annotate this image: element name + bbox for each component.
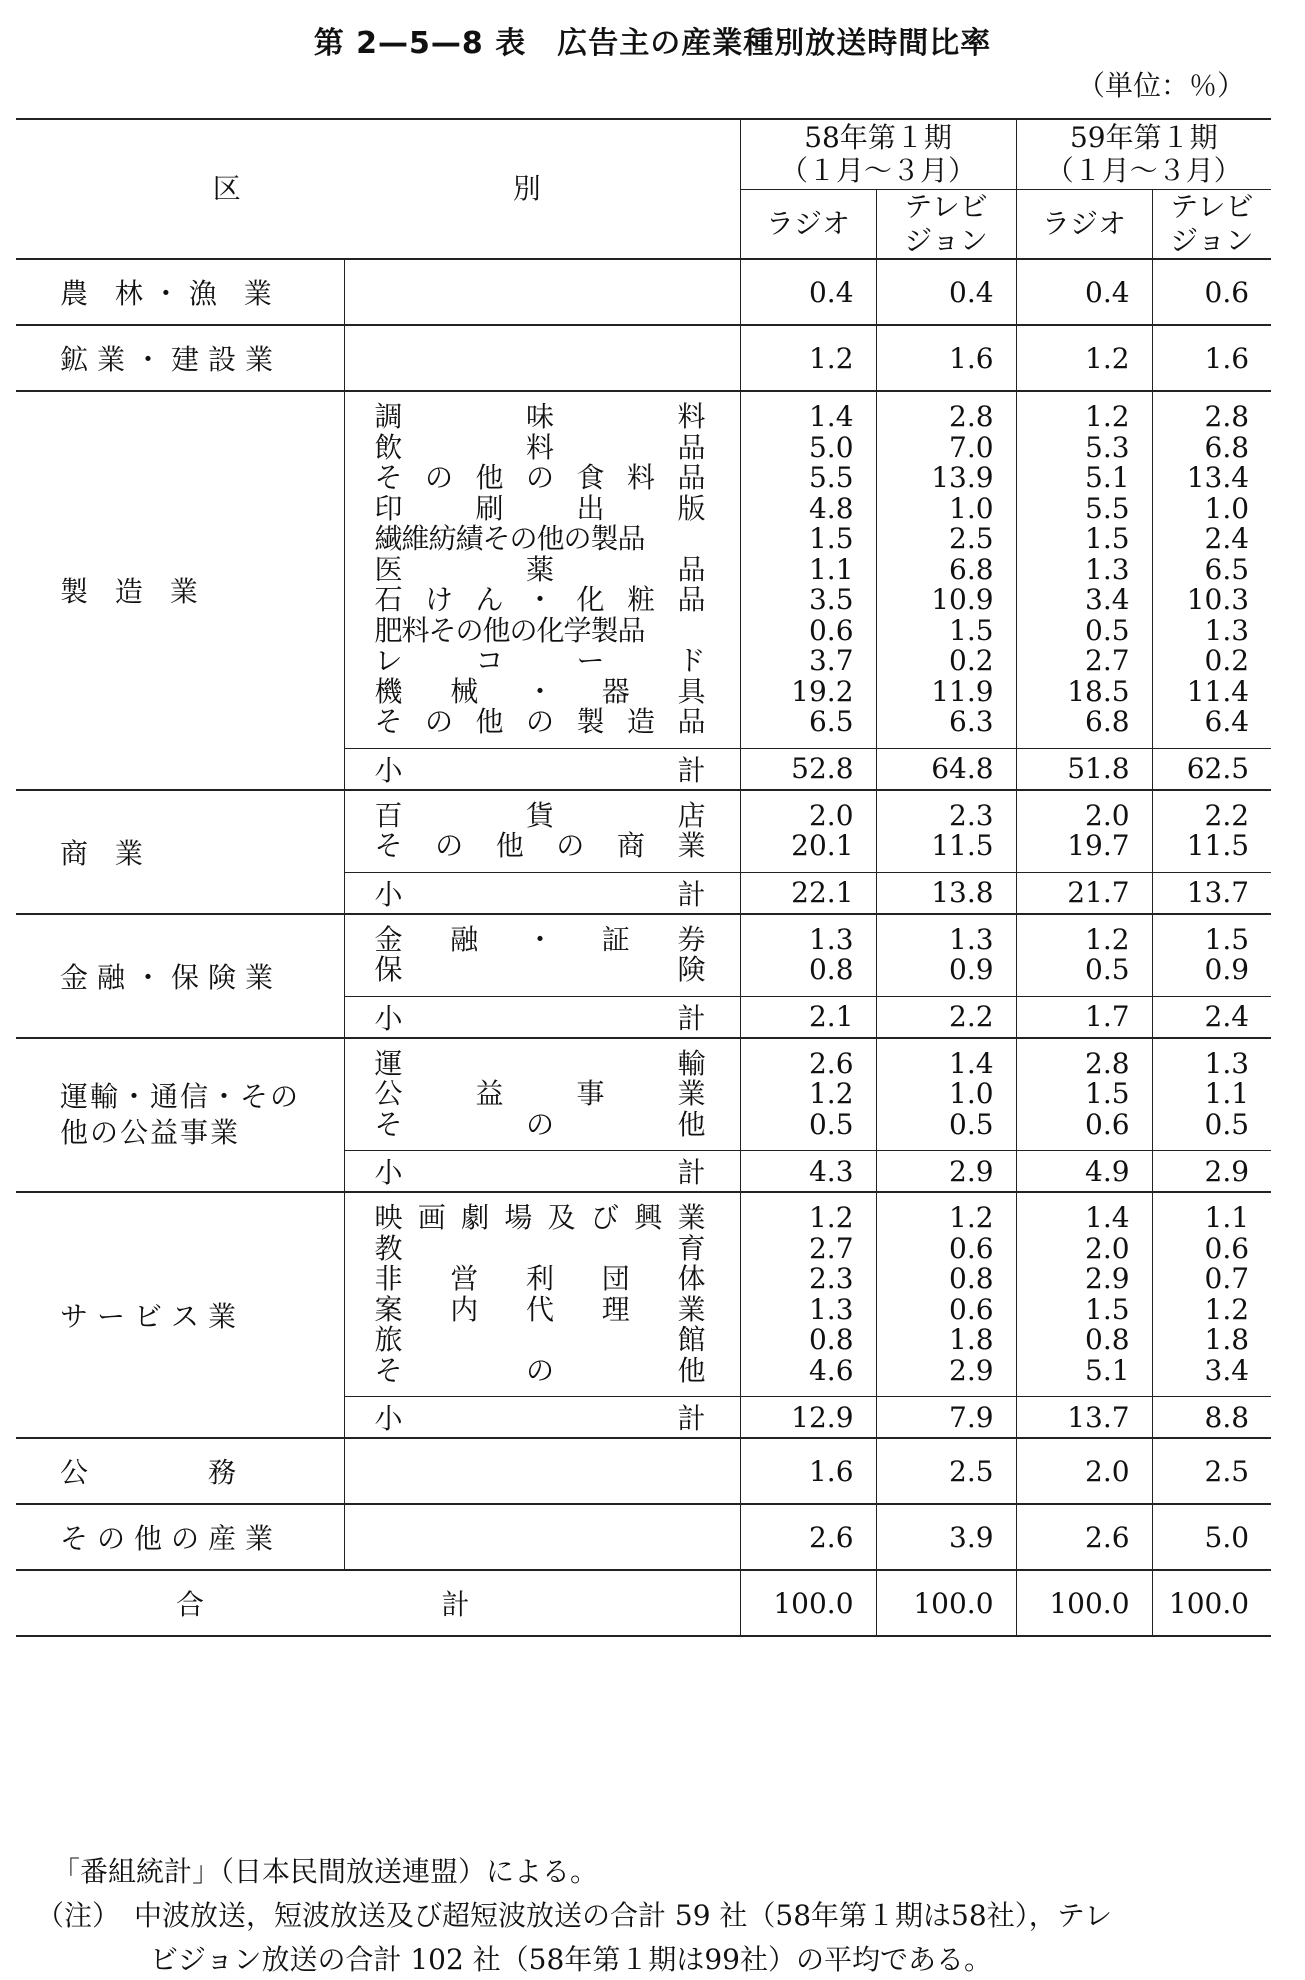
- value-cell: 5.3: [1085, 430, 1130, 464]
- value-cell: 1.2: [740, 325, 876, 391]
- value-cell: 1.3: [1085, 552, 1130, 586]
- value-cell: 5.5: [1085, 491, 1130, 525]
- subtotal-value: 2.4: [1152, 996, 1271, 1038]
- subitem-label: 公 益 事 業: [374, 1077, 706, 1110]
- value-column: [1152, 1192, 1271, 1397]
- subtotal-value: 7.9: [876, 1397, 1016, 1439]
- value-column: [740, 1192, 876, 1397]
- value-cell: 1.2: [1016, 325, 1152, 391]
- value-cell: 13.4: [1186, 461, 1250, 494]
- header-category: 区 別: [212, 172, 543, 205]
- value-cell: 6.8: [1204, 430, 1250, 464]
- value-cell: 0.4: [876, 259, 1016, 325]
- value-cell: 0.5: [1204, 1107, 1250, 1141]
- value-cell: 1.2: [1204, 1292, 1250, 1326]
- table-row: [16, 1438, 1271, 1504]
- value-cell: 0.6: [808, 613, 854, 647]
- empty-cell: [344, 325, 740, 391]
- value-cell: 5.0: [1152, 1504, 1271, 1570]
- subitem-label: レ コ ー ド: [374, 644, 706, 677]
- subtotal-label: [344, 1151, 740, 1193]
- value-cell: 1.6: [740, 1438, 876, 1504]
- value-cell: 1.2: [808, 1077, 854, 1110]
- value-cell: 1.2: [1085, 922, 1130, 956]
- unit-label: （単位：％）: [1076, 69, 1245, 102]
- subtotal-value: 12.9: [740, 1397, 876, 1439]
- total-right: 計: [441, 1588, 470, 1621]
- total-value: 100.0: [1152, 1570, 1271, 1636]
- value-cell: 1.2: [949, 1201, 994, 1234]
- subtotal-value: 64.8: [876, 748, 1016, 790]
- value-cell: 1.4: [808, 400, 854, 433]
- subitem-label: 飲 料 品: [374, 430, 706, 464]
- subtotal-value: 62.5: [1152, 748, 1271, 790]
- value-column: [740, 391, 876, 748]
- empty-cell: [344, 1438, 740, 1504]
- value-cell: 11.4: [1186, 674, 1250, 708]
- subtotal-label: [344, 996, 740, 1038]
- value-cell: 2.8: [1085, 1046, 1130, 1080]
- value-cell: 18.5: [1067, 674, 1130, 708]
- value-cell: 13.9: [931, 461, 994, 494]
- value-column: [1016, 391, 1152, 748]
- total-label: [16, 1570, 740, 1636]
- value-column: [876, 1038, 1016, 1151]
- value-cell: 3.9: [876, 1504, 1016, 1570]
- value-cell: 0.8: [808, 1323, 854, 1356]
- subitem-label: 調 味 料: [374, 400, 706, 433]
- table-row: [16, 259, 1271, 325]
- value-cell: 0.2: [1204, 644, 1250, 677]
- category-label: 農 林・漁 業: [60, 277, 281, 310]
- category-label: サービス業: [60, 1300, 246, 1333]
- subtotal-value: 1.7: [1016, 996, 1152, 1038]
- subtotal-value: 13.7: [1152, 872, 1271, 914]
- value-cell: 1.6: [1152, 325, 1271, 391]
- total-value: 100.0: [876, 1570, 1016, 1636]
- value-cell: 6.8: [949, 552, 994, 586]
- subitem-label: 医 薬 品: [374, 552, 706, 586]
- subitem-label: 肥料その他の化学製品: [374, 613, 645, 647]
- value-cell: 2.7: [1085, 644, 1130, 677]
- value-cell: 10.3: [1186, 583, 1250, 616]
- value-cell: 0.5: [1085, 613, 1130, 647]
- subtotal-left: 小: [374, 877, 403, 911]
- value-cell: 3.4: [1085, 583, 1130, 616]
- value-cell: 0.6: [1152, 259, 1271, 325]
- value-cell: 1.1: [808, 552, 854, 586]
- value-cell: 19.2: [791, 674, 854, 708]
- subitem-label: 石 け ん ・ 化 粧 品: [374, 583, 706, 616]
- empty-cell: [344, 1504, 740, 1570]
- value-cell: 7.0: [949, 430, 994, 464]
- value-column: [740, 914, 876, 997]
- value-cell: 1.5: [1085, 1292, 1130, 1326]
- value-cell: 1.0: [949, 491, 994, 525]
- value-cell: 0.6: [949, 1231, 994, 1265]
- footnote-line1: （注） 中波放送，短波放送及び超短波放送の合計 59 社（58年第１期は58社），テレ: [36, 1899, 1113, 1932]
- subtotal-value: 2.9: [876, 1151, 1016, 1193]
- value-cell: 0.5: [1085, 953, 1130, 986]
- value-cell: 0.6: [1204, 1231, 1250, 1265]
- subitem-label: 映 画 劇 場 及 び 興 業: [374, 1201, 706, 1234]
- value-cell: 1.3: [1204, 1046, 1250, 1080]
- value-cell: 4.6: [808, 1353, 854, 1387]
- value-cell: 1.4: [949, 1046, 994, 1080]
- subtotal-left: 小: [374, 1001, 403, 1035]
- value-cell: 0.5: [808, 1107, 854, 1141]
- header-radio-58: ラジオ: [740, 189, 876, 259]
- value-cell: 2.3: [808, 1262, 854, 1295]
- header-tv-58: テレビ ジョン: [876, 189, 1016, 259]
- header-radio-59: ラジオ: [1016, 189, 1152, 259]
- table-row: [16, 1038, 1271, 1151]
- table-row: [16, 325, 1271, 391]
- subitem-label: そ の 他: [374, 1107, 706, 1141]
- subtotal-right: 計: [677, 1402, 706, 1435]
- value-cell: 3.7: [808, 644, 854, 677]
- subtotal-label: [344, 872, 740, 914]
- value-cell: 4.8: [808, 491, 854, 525]
- source-note: 「番組統計」（日本民間放送連盟）による。: [52, 1855, 599, 1888]
- value-cell: 0.4: [1016, 259, 1152, 325]
- value-cell: 1.5: [1085, 1077, 1130, 1110]
- value-cell: 0.8: [1085, 1323, 1130, 1356]
- value-column: [1016, 1038, 1152, 1151]
- broadcast-ratio-table: [16, 118, 1271, 1637]
- subitem-label: 教 育: [374, 1231, 706, 1265]
- value-cell: 0.9: [949, 953, 994, 986]
- subtotal-left: 小: [374, 1402, 403, 1435]
- value-column: [876, 790, 1016, 873]
- subitem-label: 旅 館: [374, 1323, 706, 1356]
- value-cell: 2.6: [740, 1504, 876, 1570]
- value-cell: 0.2: [949, 644, 994, 677]
- header-period-59: 59年第１期 （１月～３月）: [1016, 119, 1271, 189]
- value-cell: 5.1: [1085, 461, 1130, 494]
- header-tv-59: テレビ ジョン: [1152, 189, 1271, 259]
- subitem-label: 運 輸: [374, 1046, 706, 1080]
- value-cell: 1.2: [1085, 400, 1130, 433]
- value-cell: 11.5: [931, 829, 994, 862]
- value-cell: 2.0: [808, 798, 854, 832]
- value-cell: 0.4: [740, 259, 876, 325]
- value-cell: 1.3: [949, 922, 994, 956]
- value-cell: 1.8: [1204, 1323, 1250, 1356]
- table-row: [16, 391, 1271, 748]
- total-left: 合: [176, 1588, 205, 1621]
- value-cell: 20.1: [791, 829, 854, 862]
- value-cell: 6.4: [1204, 705, 1250, 738]
- subtotal-right: 計: [677, 753, 706, 787]
- value-cell: 11.9: [931, 674, 994, 708]
- subitem-label: 保 険: [374, 953, 706, 986]
- value-cell: 1.3: [1204, 613, 1250, 647]
- value-cell: 0.6: [949, 1292, 994, 1326]
- subtotal-value: 52.8: [740, 748, 876, 790]
- value-column: [1016, 914, 1152, 997]
- subtotal-value: 2.1: [740, 996, 876, 1038]
- subtotal-right: 計: [677, 1156, 706, 1189]
- value-cell: 1.3: [808, 922, 854, 956]
- value-cell: 0.8: [808, 953, 854, 986]
- subtotal-value: 51.8: [1016, 748, 1152, 790]
- subitem-list: [344, 1192, 740, 1397]
- table-row: [16, 914, 1271, 997]
- subitem-label: 百 貨 店: [374, 798, 706, 832]
- table-row: [16, 1192, 1271, 1397]
- subtotal-left: 小: [374, 753, 403, 787]
- value-cell: 1.4: [1085, 1201, 1130, 1234]
- value-cell: 6.5: [808, 705, 854, 738]
- subitem-list: [344, 391, 740, 748]
- value-cell: 1.0: [1204, 491, 1250, 525]
- subitem-label: そ の 他 の 食 料 品: [374, 461, 706, 494]
- value-cell: 3.4: [1204, 1353, 1250, 1387]
- category-label: 製 造 業: [60, 575, 207, 609]
- subitem-label: 繊維紡績その他の製品: [374, 522, 645, 555]
- value-cell: 2.8: [1204, 400, 1250, 433]
- total-row: [16, 1570, 1271, 1636]
- subitem-label: 非 営 利 団 体: [374, 1262, 706, 1295]
- subitem-label: 金 融 ・ 証 券: [374, 922, 706, 956]
- value-column: [1152, 1038, 1271, 1151]
- table-row: [16, 790, 1271, 873]
- table-row: [16, 1504, 1271, 1570]
- value-cell: 5.0: [808, 430, 854, 464]
- value-cell: 0.8: [949, 1262, 994, 1295]
- value-column: [1152, 914, 1271, 997]
- subtotal-value: 22.1: [740, 872, 876, 914]
- header-period-58: 58年第１期 （１月～３月）: [740, 119, 1016, 189]
- value-cell: 2.0: [1085, 1231, 1130, 1265]
- value-cell: 1.6: [876, 325, 1016, 391]
- value-cell: 1.8: [949, 1323, 994, 1356]
- value-cell: 2.9: [949, 1353, 994, 1387]
- value-cell: 2.5: [1152, 1438, 1271, 1504]
- subitem-list: [344, 790, 740, 873]
- value-cell: 2.0: [1016, 1438, 1152, 1504]
- value-cell: 1.5: [1204, 922, 1250, 956]
- value-column: [1016, 1192, 1152, 1397]
- empty-cell: [344, 259, 740, 325]
- value-cell: 3.5: [808, 583, 854, 616]
- value-column: [876, 1192, 1016, 1397]
- subitem-label: そ の 他 の 商 業: [374, 829, 706, 862]
- subitem-list: [344, 914, 740, 997]
- value-cell: 11.5: [1186, 829, 1250, 862]
- total-value: 100.0: [740, 1570, 876, 1636]
- subtotal-value: 4.3: [740, 1151, 876, 1193]
- footnote-line2: ビジョン放送の合計 102 社（58年第１期は99社）の平均である。: [150, 1943, 992, 1976]
- value-cell: 19.7: [1067, 829, 1130, 862]
- subtotal-value: 4.9: [1016, 1151, 1152, 1193]
- subtotal-left: 小: [374, 1156, 403, 1189]
- value-column: [1016, 790, 1152, 873]
- value-column: [876, 391, 1016, 748]
- subtotal-value: 21.7: [1016, 872, 1152, 914]
- value-column: [1152, 790, 1271, 873]
- table-title: 第 2—5—8 表 広告主の産業種別放送時間比率: [313, 26, 992, 61]
- category-label: その他の産業: [60, 1522, 283, 1555]
- value-cell: 2.5: [876, 1438, 1016, 1504]
- subtotal-right: 計: [677, 1001, 706, 1035]
- category-label: 運輸・通信・その他の公益事業: [60, 1079, 301, 1149]
- value-cell: 2.6: [808, 1046, 854, 1080]
- subtotal-label: [344, 748, 740, 790]
- value-cell: 5.1: [1085, 1353, 1130, 1387]
- value-cell: 5.5: [808, 461, 854, 494]
- value-cell: 1.2: [808, 1201, 854, 1234]
- value-cell: 1.3: [808, 1292, 854, 1326]
- value-cell: 1.5: [949, 613, 994, 647]
- subtotal-value: 13.8: [876, 872, 1016, 914]
- subtotal-right: 計: [677, 877, 706, 911]
- value-cell: 0.9: [1204, 953, 1250, 986]
- value-column: [876, 914, 1016, 997]
- value-cell: 2.3: [949, 798, 994, 832]
- category-label: 公 務: [60, 1456, 246, 1489]
- subtotal-value: 13.7: [1016, 1397, 1152, 1439]
- value-cell: 2.4: [1204, 522, 1250, 555]
- value-column: [740, 1038, 876, 1151]
- value-cell: 0.5: [949, 1107, 994, 1141]
- value-cell: 2.6: [1016, 1504, 1152, 1570]
- category-label: 鉱業・建設業: [60, 343, 283, 376]
- value-column: [1152, 391, 1271, 748]
- value-cell: 6.3: [949, 705, 994, 738]
- value-cell: 1.0: [949, 1077, 994, 1110]
- value-cell: 2.0: [1085, 798, 1130, 832]
- subitem-list: [344, 1038, 740, 1151]
- subitem-label: そ の 他: [374, 1353, 706, 1387]
- value-cell: 10.9: [931, 583, 994, 616]
- subtotal-label: [344, 1397, 740, 1439]
- subtotal-value: 2.9: [1152, 1151, 1271, 1193]
- value-cell: 1.5: [808, 522, 854, 555]
- category-label: 商 業: [60, 836, 152, 870]
- subtotal-value: 8.8: [1152, 1397, 1271, 1439]
- subitem-label: そ の 他 の 製 造 品: [374, 705, 706, 738]
- subitem-label: 印 刷 出 版: [374, 491, 706, 525]
- total-value: 100.0: [1016, 1570, 1152, 1636]
- value-column: [740, 790, 876, 873]
- value-cell: 1.1: [1204, 1201, 1250, 1234]
- value-cell: 1.5: [1085, 522, 1130, 555]
- category-label: 金融・保険業: [60, 960, 283, 994]
- subtotal-value: 2.2: [876, 996, 1016, 1038]
- value-cell: 6.8: [1085, 705, 1130, 738]
- value-cell: 0.6: [1085, 1107, 1130, 1141]
- value-cell: 1.1: [1204, 1077, 1250, 1110]
- subitem-label: 案 内 代 理 業: [374, 1292, 706, 1326]
- value-cell: 2.5: [949, 522, 994, 555]
- value-cell: 2.7: [808, 1231, 854, 1265]
- value-cell: 2.8: [949, 400, 994, 433]
- value-cell: 0.7: [1204, 1262, 1250, 1295]
- value-cell: 6.5: [1204, 552, 1250, 586]
- value-cell: 2.9: [1085, 1262, 1130, 1295]
- value-cell: 2.2: [1204, 798, 1250, 832]
- subitem-label: 機 械 ・ 器 具: [374, 674, 706, 708]
